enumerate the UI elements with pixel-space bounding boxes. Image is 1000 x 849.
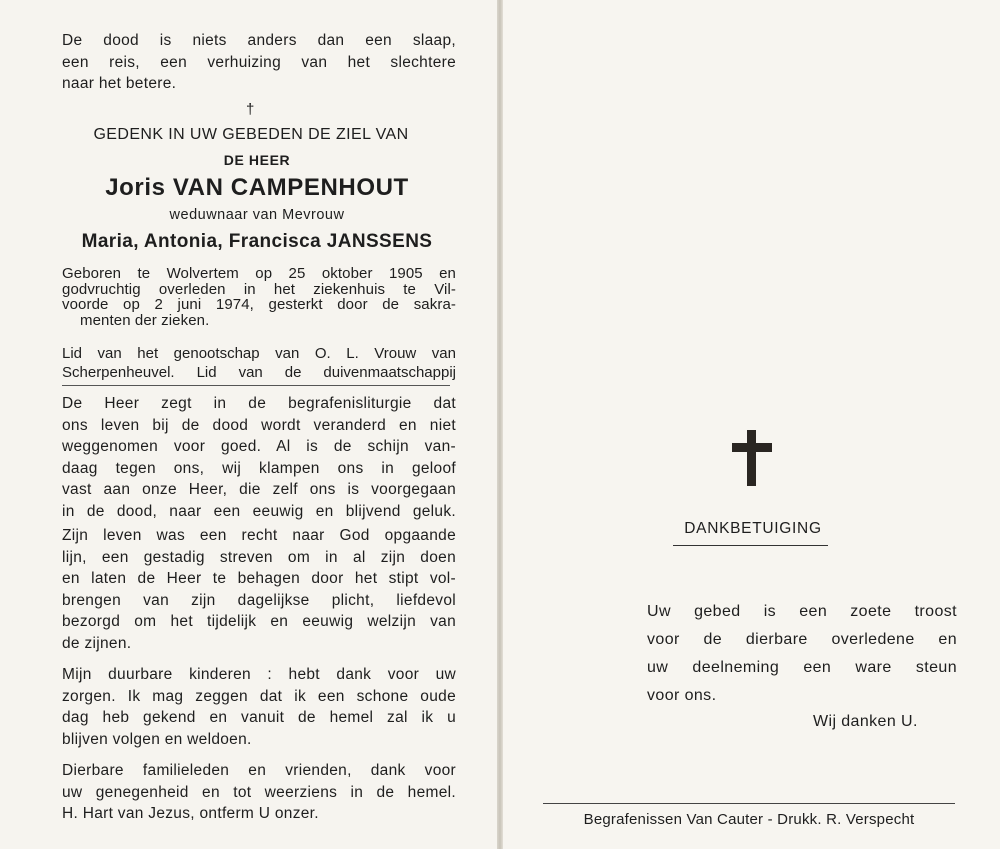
cross-icon — [732, 430, 772, 486]
text-line: vast aan onze Heer, die zelf ons is voorgegaan — [62, 481, 456, 498]
text-line: bezorgd om het tijdelijk en eeuwig welzijn van — [62, 613, 456, 630]
text-line: en laten de Heer te behagen door het stipt vol- — [62, 570, 456, 587]
thanks-heading: DANKBETUIGING — [684, 520, 822, 537]
thanks-line: voor ons. — [647, 687, 717, 704]
thanks-line: Uw gebed is een zoete troost — [647, 603, 957, 620]
text-line: dag heb gekend en vanuit de hemel zal ik u — [62, 709, 456, 726]
closing-line: Wij danken U. — [813, 713, 918, 730]
text-line: lijn, een gestadig streven om in al zijn doen — [62, 548, 456, 566]
quote-line: een reis, een verhuizing van het slechtere — [62, 53, 456, 71]
quote-line: De dood is niets anders dan een slaap, — [62, 32, 456, 49]
remembrance-heading: GEDENK IN UW GEBEDEN DE ZIEL VAN — [93, 126, 409, 143]
detail-line: godvruchtig overleden in het ziekenhuis te Vil- — [62, 280, 456, 298]
widower-line: weduwnaar van Mevrouw — [169, 207, 345, 223]
text-line: weggenomen voor goed. Al is de schijn van- — [62, 438, 456, 455]
heading-underline — [673, 545, 828, 546]
text-line: blijven volgen en weldoen. — [62, 730, 252, 748]
paragraph-family — [62, 760, 456, 825]
text-line: brengen van zijn dagelijkse plicht, liefdevol — [62, 591, 456, 609]
honorific: DE HEER — [223, 152, 291, 168]
opening-quote — [62, 30, 456, 95]
text-line: zorgen. Ik mag zeggen dat ik een schone oude — [62, 687, 456, 705]
thanks-line: voor de dierbare overledene en — [647, 631, 957, 648]
text-line: daag tegen ons, wij klampen ons in geloof — [62, 459, 456, 477]
thanks-line: uw deelneming een ware steun — [647, 659, 957, 676]
detail-line: voorde op 2 juni 1974, gesterkt door de sakra- — [62, 296, 456, 313]
left-page — [0, 0, 497, 849]
printer-credit: Begrafenissen Van Cauter - Drukk. R. Verspecht — [583, 811, 915, 828]
text-line: de zijnen. — [62, 634, 132, 652]
text-line: Dierbare familieleden en vrienden, dank voor — [62, 762, 456, 779]
thanks-text — [647, 598, 957, 710]
paragraph-children — [62, 664, 456, 750]
text-line: Mijn duurbare kinderen : hebt dank voor uw — [62, 666, 456, 683]
text-line: uw genegenheid en tot weerziens in de hemel. — [62, 783, 456, 801]
text-line: H. Hart van Jezus, ontferm U onzer. — [62, 805, 319, 822]
right-page — [503, 0, 1000, 849]
membership-details — [62, 344, 456, 382]
footer-divider — [543, 803, 955, 804]
spouse-name: Maria, Antonia, Francisca JANSSENS — [81, 231, 433, 252]
small-cross-icon: † — [246, 101, 255, 118]
membership-line: Lid van het genootschap van O. L. Vrouw van — [62, 345, 456, 362]
text-line: in de dood, naar een eeuwig en blijvend geluk. — [62, 502, 456, 520]
quote-line: naar het betere. — [62, 75, 177, 92]
text-line: ons leven bij de dood wordt veranderd en niet — [62, 416, 456, 434]
membership-line: Scherpenheuvel. Lid van de duivenmaatschappij — [62, 364, 456, 381]
paragraph-liturgy — [62, 393, 456, 522]
detail-line: Geboren te Wolvertem op 25 oktober 1905 en — [62, 265, 456, 282]
birth-death-details — [62, 266, 456, 328]
divider — [62, 385, 450, 386]
deceased-name: Joris VAN CAMPENHOUT — [105, 174, 409, 201]
detail-line: menten der zieken. — [80, 311, 210, 329]
text-line: De Heer zegt in de begrafenisliturgie dat — [62, 395, 456, 412]
text-line: Zijn leven was een recht naar God opgaande — [62, 527, 456, 544]
paragraph-life — [62, 525, 456, 654]
